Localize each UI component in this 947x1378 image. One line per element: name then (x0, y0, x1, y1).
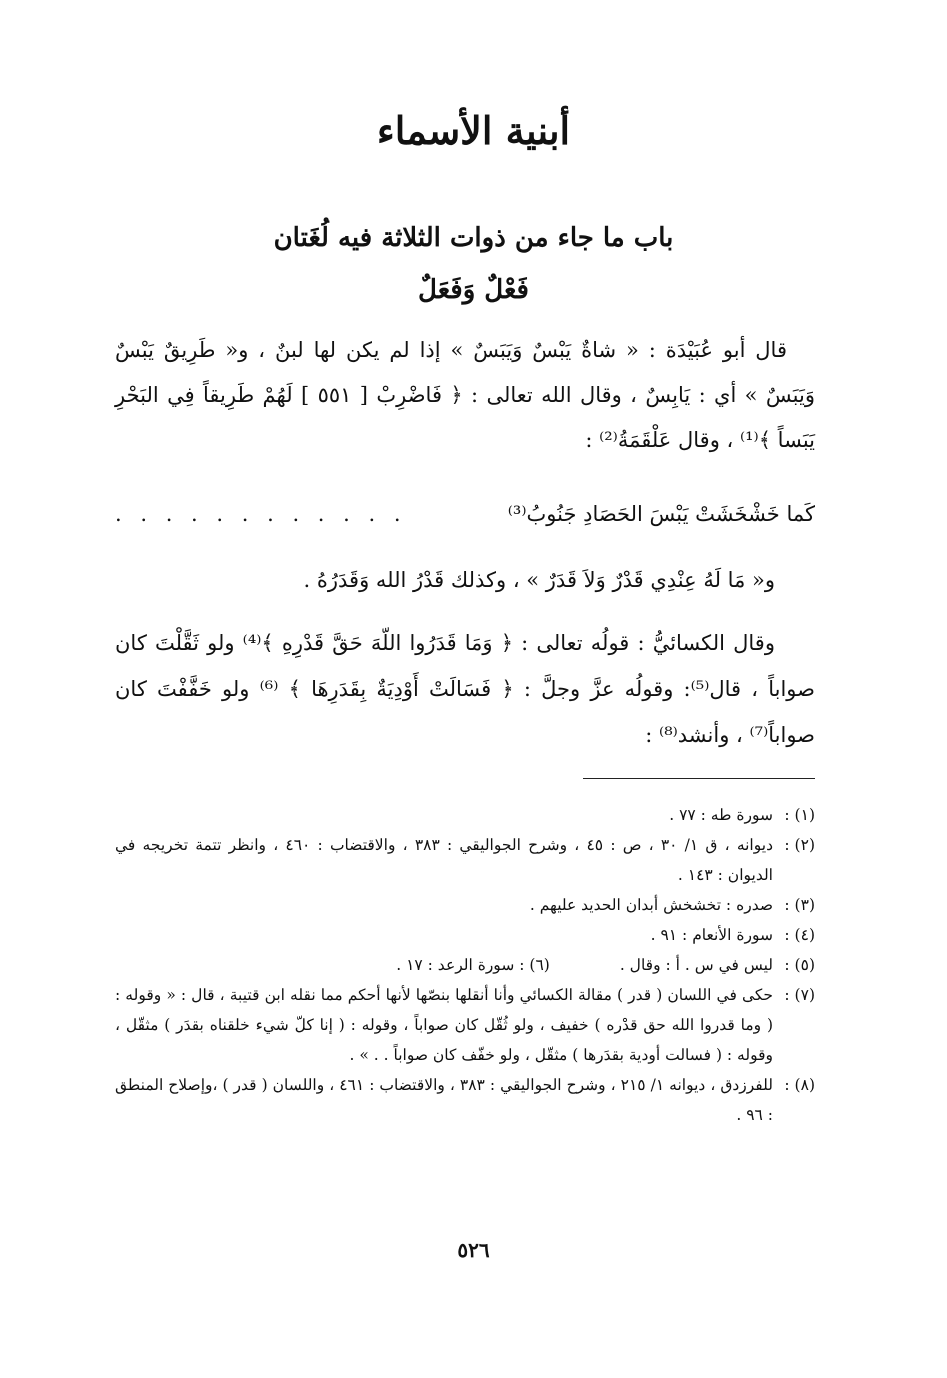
footnote-5 (115, 950, 815, 980)
page-title: أبنية الأسماء (376, 108, 571, 153)
footnote-number: (٥) : (784, 956, 815, 974)
chapter-heading-line-2: فَعْلٌ وَفَعَلٌ (418, 275, 529, 305)
footnote-text: صدره : تخشخش أبدان الحديد عليهم . (529, 896, 773, 914)
paragraph-qadr: و« مَا لَهُ عِنْدِي قَدْرٌ وَلاَ قَدَرٌ » ، وكذلك قَدْرُ الله وَقَدَرُهُ . (303, 568, 775, 592)
footnote-text: للفرزدق ، ديوانه ١/ ٢١٥ ، وشرح الجواليقي : ٣٨٣ ، والاقتضاب : ٤٦١ ، واللسان ( قدر ) ،وإصلاح المنطق : ٩٦ . (115, 1076, 773, 1124)
footnote-number: (٢) : (784, 836, 815, 854)
footnote-4 (115, 920, 815, 950)
footnote-text: سورة الأنعام : ٩١ . (650, 926, 773, 944)
chapter-heading (0, 212, 947, 316)
footnote-7 (115, 980, 815, 1070)
footnote-6-inline: (٦) : سورة الرعد : ١٧ . (396, 956, 550, 974)
footnote-2 (115, 830, 815, 890)
footnote-text: ليس في س . أ : وقال . (619, 956, 773, 974)
footnote-text: حكى في اللسان ( قدر ) مقالة الكسائي وأنا أنقلها بنصّها لأنها أحكم مما نقله ابن قتيبة ، قال : « وقوله : ( وما قدروا الله حق قدْره ) خفيف ، ولو ثُقّل كان صواباً ، وقوله : ( إنا كلّ شيء خلقناه بقدَر ) مثقّل ، وقوله : ( فسالت أودية بقدَرها ) مثقّل ، ولو خفّف كان صواباً . . » . (115, 986, 773, 1064)
footnote-separator (583, 778, 815, 779)
footnote-8 (115, 1070, 815, 1130)
footnote-1 (115, 800, 815, 830)
poetry-verse (115, 492, 815, 537)
footnote-number: (١) : (784, 806, 815, 824)
page-number: ٥٢٦ (457, 1238, 490, 1262)
body-paragraph-2 (115, 558, 815, 617)
footnote-number: (٨) : (784, 1076, 815, 1094)
footnote-text: سورة طه : ٧٧ . (669, 806, 773, 824)
footnote-text: ديوانه ، ق ١/ ٣٠ ، ص : ٤٥ ، وشرح الجواليقي : ٣٨٣ ، والاقتضاب : ٤٦٠ ، وانظر تتمة تخريجه في الديوان : ١٤٣ . (115, 836, 773, 884)
verse-omitted-hemistich: . . . . . . . . . . . . (115, 502, 407, 526)
verse-hemistich: كَما خَشْخَشَتْ يَبْسَ الحَصَادِ جَنُوبُ⁽³⁾ (507, 502, 815, 526)
body-paragraph-3 (115, 620, 815, 772)
paragraph-abu-ubayda: قال أبو عُبَيْدَة : « شاةٌ يَبْسٌ وَيَبَسٌ » إذا لم يكن لها لبنٌ ، و« طَرِيقٌ يَبْسٌ وَيَبَسٌ » أي : يَابِسٌ ، وقال الله تعالى : ﴿ فَاضْرِبْ [ ٥٥١ ] لَهُمْ طَرِيقاً فِي البَحْرِ يَبَساً ﴾⁽¹⁾ ، وقال عَلْقَمَةُ⁽²⁾ : (115, 338, 815, 452)
body-paragraph-1 (115, 328, 815, 477)
footnote-3 (115, 890, 815, 920)
paragraph-kisai: وقال الكسائيُّ : قولُه تعالى : ﴿ وَمَا قَدَرُوا اللّهَ حَقَّ قَدْرِهِ ﴾⁽⁴⁾ ولو ثَقَّلْتَ كان صواباً ، قال⁽⁵⁾: وقولُه عزَّ وجلَّ : ﴿ فَسَالَتْ أَوْدِيَةٌ بِقَدَرِهَا ﴾ ⁽⁶⁾ ولو خَفَّفْتَ كان صواباً⁽⁷⁾ ، وأنشد⁽⁸⁾ : (115, 631, 815, 747)
footnote-text-pair (115, 950, 773, 980)
chapter-heading-line-1: باب ما جاء من ذوات الثلاثة فيه لُغَتان (273, 223, 674, 253)
footnote-number: (٤) : (784, 926, 815, 944)
footnote-number: (٧) : (784, 986, 815, 1004)
footnote-number: (٣) : (784, 896, 815, 914)
footnotes (115, 800, 815, 1130)
